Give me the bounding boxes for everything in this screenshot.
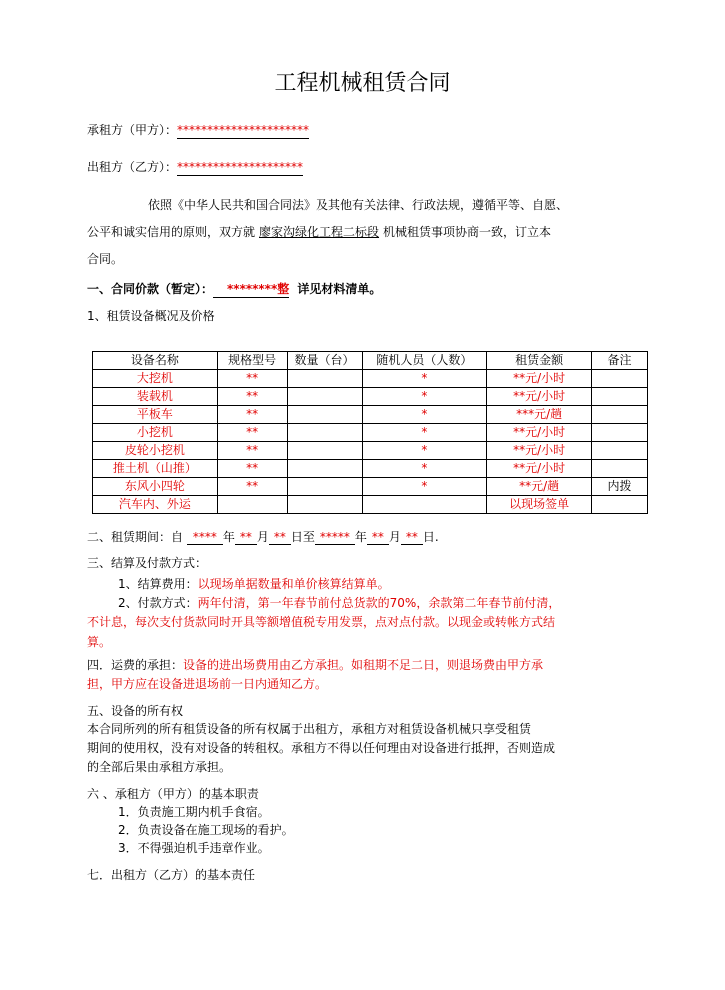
- section-5-line-1: 本合同所列的所有租赁设备的所有权属于出租方，承租方对租赁设备机械只享受租赁: [87, 722, 532, 736]
- table-cell: **元/趟: [487, 478, 592, 496]
- table-row: [93, 388, 648, 406]
- table-cell: [287, 496, 362, 514]
- day-end-text: 日.: [422, 530, 439, 544]
- section-5-line-3: 的全部后果由承租方承担。: [87, 760, 232, 774]
- section-6-heading: 六 、承租方（甲方）的基本职责: [87, 787, 259, 801]
- table-header-cell: 设备名称: [93, 352, 218, 370]
- table-cell: 小挖机: [93, 424, 218, 442]
- section-7-heading: 七．出租方（乙方）的基本责任: [87, 868, 256, 882]
- table-cell: [287, 406, 362, 424]
- table-cell: **: [217, 388, 287, 406]
- start-month: **: [235, 530, 257, 545]
- table-cell: [592, 388, 648, 406]
- table-cell: [287, 478, 362, 496]
- table-header-cell: 备注: [592, 352, 648, 370]
- section-2-label: 二、租赁期间：自: [87, 530, 184, 544]
- table-cell: *: [362, 388, 487, 406]
- year-text: 年: [222, 530, 235, 544]
- table-row: [93, 478, 648, 496]
- table-cell: *: [362, 406, 487, 424]
- table-row: [93, 496, 648, 514]
- table-cell: **: [217, 424, 287, 442]
- table-cell: *: [362, 424, 487, 442]
- section-2-line: [87, 528, 439, 545]
- table-row: [93, 406, 648, 424]
- start-year: ****: [187, 530, 223, 545]
- table-cell: 平板车: [93, 406, 218, 424]
- table-cell: **: [217, 478, 287, 496]
- table-cell: [287, 460, 362, 478]
- section-6-item: 2．负责设备在施工现场的看护。: [118, 823, 294, 837]
- table-cell: [592, 370, 648, 388]
- table-cell: [592, 442, 648, 460]
- table-cell: [592, 424, 648, 442]
- table-row: [93, 370, 648, 388]
- section-3-item-2-line-3: 算。: [87, 635, 112, 649]
- table-cell: **: [217, 460, 287, 478]
- table-header-cell: 数量（台）: [287, 352, 362, 370]
- table-cell: *: [362, 478, 487, 496]
- section-5-line-2: 期间的使用权，没有对设备的转租权。承租方不得以任何理由对设备进行抵押，否则造成: [87, 741, 556, 755]
- table-cell: 推土机（山推）: [93, 460, 218, 478]
- lessee-line: [87, 121, 309, 138]
- intro-line-2-a: 公平和诚实信用的原则，双方就: [87, 225, 256, 239]
- table-cell: 以现场签单: [487, 496, 592, 514]
- intro-line-3: 合同。: [87, 252, 124, 266]
- section-6-item: 3．不得强迫机手违章作业。: [118, 841, 270, 855]
- project-name: 廖家沟绿化工程二标段: [259, 225, 380, 239]
- section-4-line-2: 担，甲方应在设备进退场前一日内通知乙方。: [87, 677, 328, 691]
- section-6-item: 1．负责施工期内机手食宿。: [118, 805, 270, 819]
- intro-line-2-b: 机械租赁事项协商一致，订立本: [383, 225, 552, 239]
- table-header-cell: 租赁金额: [487, 352, 592, 370]
- table-cell: [287, 442, 362, 460]
- table-cell: [287, 370, 362, 388]
- lessor-value: *********************: [177, 160, 304, 174]
- table-cell: **: [217, 442, 287, 460]
- table-header-cell: 随机人员（人数）: [362, 352, 487, 370]
- table-cell: [592, 406, 648, 424]
- equipment-table: [92, 351, 648, 514]
- year-text: 年: [354, 530, 367, 544]
- section-1-label: 一、合同价款（暂定）：: [87, 282, 214, 296]
- item-2-text-1: 两年付清，第一年春节前付总货款的70%，余款第二年春节前付清，: [197, 596, 561, 610]
- end-year: *****: [315, 530, 355, 545]
- table-cell: [362, 496, 487, 514]
- page-title: 工程机械租赁合同: [274, 71, 451, 96]
- month-text: 月: [388, 530, 401, 544]
- table-cell: **元/小时: [487, 442, 592, 460]
- end-month: **: [367, 530, 389, 545]
- table-row: [93, 424, 648, 442]
- lessor-line: [87, 158, 303, 175]
- table-cell: 大挖机: [93, 370, 218, 388]
- table-header-row: [93, 352, 648, 370]
- table-cell: *: [362, 460, 487, 478]
- section-4-label: 四．运费的承担：: [87, 658, 184, 672]
- table-row: [93, 460, 648, 478]
- table-cell: **元/小时: [487, 388, 592, 406]
- table-cell: **: [217, 406, 287, 424]
- section-3-item-2: [118, 594, 560, 611]
- table-row: [93, 442, 648, 460]
- table-cell: **元/小时: [487, 460, 592, 478]
- table-cell: 内拨: [592, 478, 648, 496]
- table-cell: *: [362, 370, 487, 388]
- section-1-suffix: 详见材料清单。: [297, 282, 382, 296]
- item-1-text: 以现场单据数量和单价核算结算单。: [197, 577, 390, 591]
- lessee-value: **********************: [177, 123, 310, 137]
- table-cell: **: [217, 370, 287, 388]
- section-4-text-1: 设备的进出场费用由乙方承担。如租期不足二日，则退场费由甲方承: [183, 658, 544, 672]
- start-day: **: [269, 530, 291, 545]
- table-cell: 装载机: [93, 388, 218, 406]
- intro-line-1: 依照《中华人民共和国合同法》及其他有关法律、行政法规，遵循平等、自愿、: [148, 198, 569, 212]
- item-1-label: 1、结算费用：: [118, 577, 198, 591]
- section-3-item-2-line-2: 不计息，每次支付货款同时开具等额增值税专用发票，点对点付款。以现金或转帐方式结: [87, 615, 556, 629]
- table-cell: [287, 388, 362, 406]
- table-cell: **元/小时: [487, 370, 592, 388]
- table-cell: **元/小时: [487, 424, 592, 442]
- table-cell: ***元/趟: [487, 406, 592, 424]
- lessee-label: 承租方（甲方）：: [87, 123, 178, 137]
- contract-amount: ********整: [213, 282, 289, 298]
- end-day: **: [401, 530, 423, 545]
- section-3-heading: 三、结算及付款方式：: [87, 556, 208, 570]
- table-cell: [217, 496, 287, 514]
- table-cell: 皮轮小挖机: [93, 442, 218, 460]
- table-header-cell: 规格型号: [217, 352, 287, 370]
- section-5-heading: 五、设备的所有权: [87, 704, 184, 718]
- month-text: 月: [256, 530, 269, 544]
- table-cell: [592, 460, 648, 478]
- table-cell: [592, 496, 648, 514]
- table-cell: 汽车内、外运: [93, 496, 218, 514]
- section-1-heading: [87, 280, 381, 297]
- item-2-label: 2、付款方式：: [118, 596, 198, 610]
- lessor-label: 出租方（乙方）：: [87, 160, 178, 174]
- section-3-item-1: [118, 575, 390, 592]
- day-to-text: 日至: [290, 530, 315, 544]
- intro-line-2: [87, 223, 551, 240]
- section-4-line-1: [87, 656, 543, 673]
- table-cell: [287, 424, 362, 442]
- subsection-1-heading: 1、租赁设备概况及价格: [87, 309, 215, 323]
- table-cell: 东风小四轮: [93, 478, 218, 496]
- table-cell: *: [362, 442, 487, 460]
